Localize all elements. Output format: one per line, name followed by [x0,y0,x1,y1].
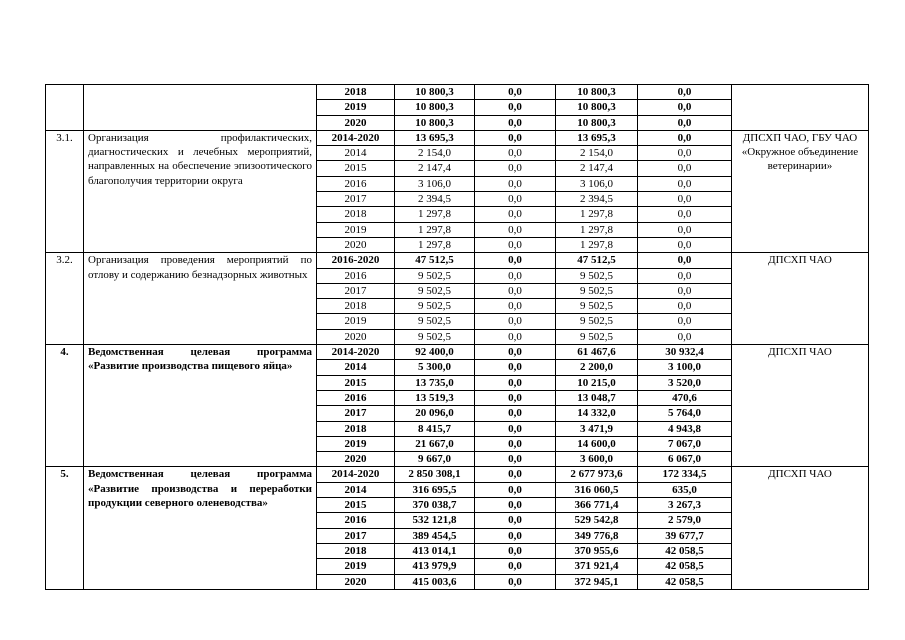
total-cell: 413 979,9 [395,559,475,574]
total-cell: 413 014,1 [395,543,475,558]
table-row [46,345,869,360]
total-cell: 532 121,8 [395,513,475,528]
total-cell: 1 297,8 [395,237,475,252]
responsible-cell [732,85,869,131]
year-cell: 2017 [317,283,395,298]
federal-cell: 0,0 [475,574,556,589]
regional-cell: 14 600,0 [556,436,638,451]
total-cell: 9 502,5 [395,268,475,283]
year-cell: 2014 [317,482,395,497]
other-cell: 0,0 [638,283,732,298]
other-cell: 0,0 [638,253,732,268]
federal-cell: 0,0 [475,283,556,298]
year-cell: 2018 [317,421,395,436]
other-cell: 42 058,5 [638,559,732,574]
federal-cell: 0,0 [475,146,556,161]
year-cell: 2017 [317,528,395,543]
year-cell: 2019 [317,222,395,237]
table-row [46,130,869,145]
total-cell: 10 800,3 [395,115,475,130]
other-cell: 6 067,0 [638,452,732,467]
item-number: 5. [46,467,84,589]
total-cell: 13 519,3 [395,390,475,405]
total-cell: 92 400,0 [395,345,475,360]
total-cell: 2 147,4 [395,161,475,176]
year-cell: 2019 [317,436,395,451]
responsible-cell: ДПСХП ЧАО [732,253,869,345]
item-number [46,85,84,131]
budget-table [45,84,869,590]
total-cell: 9 502,5 [395,314,475,329]
year-cell: 2019 [317,559,395,574]
year-cell: 2016 [317,176,395,191]
other-cell: 0,0 [638,115,732,130]
other-cell: 635,0 [638,482,732,497]
federal-cell: 0,0 [475,130,556,145]
federal-cell: 0,0 [475,498,556,513]
year-cell: 2016 [317,390,395,405]
other-cell: 0,0 [638,222,732,237]
total-cell: 415 003,6 [395,574,475,589]
total-cell: 20 096,0 [395,406,475,421]
federal-cell: 0,0 [475,390,556,405]
federal-cell: 0,0 [475,299,556,314]
regional-cell: 10 215,0 [556,375,638,390]
federal-cell: 0,0 [475,115,556,130]
year-cell: 2020 [317,237,395,252]
total-cell: 47 512,5 [395,253,475,268]
year-cell: 2014-2020 [317,467,395,482]
total-cell: 9 667,0 [395,452,475,467]
federal-cell: 0,0 [475,513,556,528]
year-cell: 2016 [317,268,395,283]
federal-cell: 0,0 [475,452,556,467]
total-cell: 13 735,0 [395,375,475,390]
responsible-cell: ДПСХП ЧАО [732,345,869,467]
year-cell: 2018 [317,85,395,100]
total-cell: 10 800,3 [395,100,475,115]
federal-cell: 0,0 [475,222,556,237]
total-cell: 2 154,0 [395,146,475,161]
year-cell: 2019 [317,314,395,329]
other-cell: 7 067,0 [638,436,732,451]
total-cell: 389 454,5 [395,528,475,543]
year-cell: 2017 [317,406,395,421]
regional-cell: 1 297,8 [556,222,638,237]
regional-cell: 1 297,8 [556,237,638,252]
other-cell: 0,0 [638,146,732,161]
table-row [46,467,869,482]
other-cell: 30 932,4 [638,345,732,360]
regional-cell: 2 154,0 [556,146,638,161]
table-row [46,85,869,100]
federal-cell: 0,0 [475,237,556,252]
total-cell: 9 502,5 [395,299,475,314]
other-cell: 470,6 [638,390,732,405]
year-cell: 2018 [317,299,395,314]
other-cell: 42 058,5 [638,574,732,589]
total-cell: 3 106,0 [395,176,475,191]
responsible-cell: ДПСХП ЧАО [732,467,869,589]
year-cell: 2014 [317,146,395,161]
regional-cell: 9 502,5 [556,314,638,329]
other-cell: 5 764,0 [638,406,732,421]
total-cell: 13 695,3 [395,130,475,145]
regional-cell: 61 467,6 [556,345,638,360]
year-cell: 2018 [317,543,395,558]
total-cell: 5 300,0 [395,360,475,375]
federal-cell: 0,0 [475,421,556,436]
item-number: 3.1. [46,130,84,252]
regional-cell: 9 502,5 [556,268,638,283]
federal-cell: 0,0 [475,436,556,451]
federal-cell: 0,0 [475,543,556,558]
federal-cell: 0,0 [475,375,556,390]
total-cell: 2 394,5 [395,192,475,207]
year-cell: 2015 [317,161,395,176]
regional-cell: 2 200,0 [556,360,638,375]
other-cell: 172 334,5 [638,467,732,482]
item-name [84,85,317,131]
federal-cell: 0,0 [475,207,556,222]
total-cell: 370 038,7 [395,498,475,513]
total-cell: 1 297,8 [395,222,475,237]
federal-cell: 0,0 [475,253,556,268]
other-cell: 3 520,0 [638,375,732,390]
other-cell: 4 943,8 [638,421,732,436]
year-cell: 2014-2020 [317,345,395,360]
year-cell: 2019 [317,100,395,115]
other-cell: 0,0 [638,192,732,207]
other-cell: 0,0 [638,100,732,115]
federal-cell: 0,0 [475,360,556,375]
total-cell: 9 502,5 [395,283,475,298]
other-cell: 0,0 [638,237,732,252]
regional-cell: 366 771,4 [556,498,638,513]
federal-cell: 0,0 [475,85,556,100]
federal-cell: 0,0 [475,528,556,543]
other-cell: 0,0 [638,299,732,314]
regional-cell: 10 800,3 [556,100,638,115]
total-cell: 9 502,5 [395,329,475,344]
regional-cell: 2 677 973,6 [556,467,638,482]
federal-cell: 0,0 [475,467,556,482]
responsible-cell: ДПСХП ЧАО, ГБУ ЧАО «Окружное объединение ветеринарии» [732,130,869,252]
federal-cell: 0,0 [475,176,556,191]
regional-cell: 10 800,3 [556,115,638,130]
regional-cell: 529 542,8 [556,513,638,528]
other-cell: 0,0 [638,130,732,145]
regional-cell: 13 048,7 [556,390,638,405]
item-name: Организация профилактических, диагностических и лечебных мероприятий, направленных на обеспечение эпизоотического благополучия территории округа [84,130,317,252]
other-cell: 39 677,7 [638,528,732,543]
total-cell: 2 850 308,1 [395,467,475,482]
regional-cell: 14 332,0 [556,406,638,421]
year-cell: 2017 [317,192,395,207]
regional-cell: 316 060,5 [556,482,638,497]
total-cell: 1 297,8 [395,207,475,222]
federal-cell: 0,0 [475,329,556,344]
other-cell: 0,0 [638,85,732,100]
other-cell: 0,0 [638,176,732,191]
item-name: Организация проведения мероприятий по отлову и содержанию безнадзорных животных [84,253,317,345]
total-cell: 10 800,3 [395,85,475,100]
federal-cell: 0,0 [475,406,556,421]
regional-cell: 372 945,1 [556,574,638,589]
other-cell: 3 100,0 [638,360,732,375]
year-cell: 2014-2020 [317,130,395,145]
year-cell: 2015 [317,498,395,513]
total-cell: 21 667,0 [395,436,475,451]
other-cell: 42 058,5 [638,543,732,558]
other-cell: 0,0 [638,207,732,222]
other-cell: 0,0 [638,268,732,283]
federal-cell: 0,0 [475,161,556,176]
regional-cell: 3 106,0 [556,176,638,191]
year-cell: 2016-2020 [317,253,395,268]
federal-cell: 0,0 [475,100,556,115]
federal-cell: 0,0 [475,345,556,360]
regional-cell: 2 147,4 [556,161,638,176]
federal-cell: 0,0 [475,314,556,329]
other-cell: 2 579,0 [638,513,732,528]
regional-cell: 371 921,4 [556,559,638,574]
other-cell: 0,0 [638,161,732,176]
regional-cell: 2 394,5 [556,192,638,207]
table-body [46,85,869,590]
item-number: 4. [46,345,84,467]
federal-cell: 0,0 [475,482,556,497]
federal-cell: 0,0 [475,559,556,574]
regional-cell: 3 600,0 [556,452,638,467]
regional-cell: 370 955,6 [556,543,638,558]
year-cell: 2020 [317,452,395,467]
regional-cell: 10 800,3 [556,85,638,100]
other-cell: 3 267,3 [638,498,732,513]
regional-cell: 349 776,8 [556,528,638,543]
regional-cell: 13 695,3 [556,130,638,145]
year-cell: 2020 [317,115,395,130]
table-row [46,253,869,268]
item-number: 3.2. [46,253,84,345]
item-name: Ведомственная целевая программа «Развитие производства и переработки продукции северного оленеводства» [84,467,317,589]
regional-cell: 1 297,8 [556,207,638,222]
total-cell: 316 695,5 [395,482,475,497]
year-cell: 2020 [317,574,395,589]
year-cell: 2018 [317,207,395,222]
year-cell: 2015 [317,375,395,390]
regional-cell: 3 471,9 [556,421,638,436]
year-cell: 2014 [317,360,395,375]
total-cell: 8 415,7 [395,421,475,436]
other-cell: 0,0 [638,329,732,344]
item-name: Ведомственная целевая программа «Развитие производства пищевого яйца» [84,345,317,467]
regional-cell: 9 502,5 [556,299,638,314]
year-cell: 2016 [317,513,395,528]
regional-cell: 9 502,5 [556,283,638,298]
federal-cell: 0,0 [475,268,556,283]
regional-cell: 47 512,5 [556,253,638,268]
other-cell: 0,0 [638,314,732,329]
regional-cell: 9 502,5 [556,329,638,344]
federal-cell: 0,0 [475,192,556,207]
year-cell: 2020 [317,329,395,344]
